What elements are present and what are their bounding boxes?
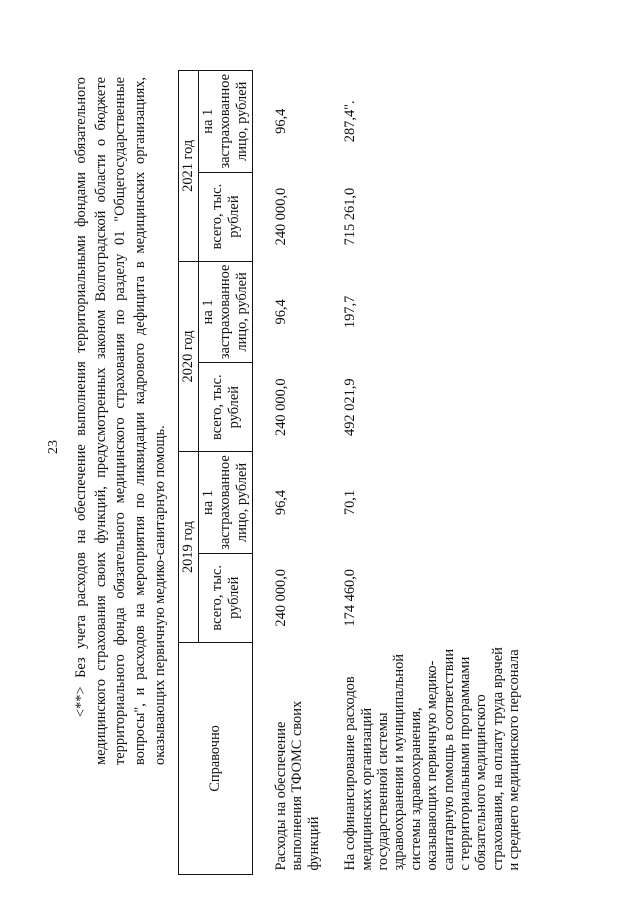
subheader-per-person: на 1 застрахованное лицо, рублей	[199, 261, 253, 363]
subheader-total: всего, тыс. рублей	[199, 363, 253, 452]
subheader-total: всего, тыс. рублей	[199, 172, 253, 261]
cell-value: 197,7	[342, 295, 359, 329]
table-row	[322, 71, 522, 875]
subheader-per-person: на 1 застрахованное лицо, рублей	[199, 71, 253, 173]
page-number: 23	[46, 440, 61, 454]
row-label: Расходы на обеспечение выполнения ТФОМС своих функций	[273, 700, 322, 871]
footnote-paragraph: <**> Без учета расходов на обеспечение выполнения территориальными фондами обязательного медицинского страхования своих функций, предусмотренных законом Волгоградской области о бюджете территориального фонда обязательного медицинского страхования по разделу 01 "Общегосударственные вопросы", и расходов на мероприятия по ликвидации кадрового дефицита в медицинских организациях, оказывающих первичную медико-санитарную помощь.	[73, 77, 168, 765]
cell-value: 240 000,0	[273, 187, 289, 246]
footnote-text	[72, 77, 171, 765]
cell-value: 96,4	[273, 489, 289, 516]
cell-value: 240 000,0	[273, 569, 289, 627]
cell-value: 287,4".	[342, 100, 359, 143]
cell-value: 715 261,0	[342, 187, 359, 246]
cell-value: 492 021,9	[342, 378, 359, 436]
subheader-per-person: на 1 застрахованное лицо, рублей	[199, 452, 253, 554]
row-label: На софинансирование расходов медицинских организаций государственной системы здравоохранения и муниципальной системы здравоохранения, оказывающих первичную медико-санитарную помощь в соответствии с территориальными программами обязательного медицинского страхования, на оплату труда врачей и среднего медицинского персонала	[342, 647, 523, 871]
cell-value: 240 000,0	[273, 378, 289, 436]
cell-value: 96,4	[273, 299, 289, 325]
header-year-2019: 2019 год	[179, 452, 199, 643]
cell-value: 70,1	[342, 489, 359, 516]
cell-value: 174 460,0	[342, 569, 359, 627]
subheader-total: всего, тыс. рублей	[199, 553, 253, 642]
cell-value: 96,4	[273, 108, 289, 134]
header-year-2020: 2020 год	[179, 261, 199, 452]
header-year-2021: 2021 год	[179, 71, 199, 262]
table-row	[253, 71, 323, 875]
header-reference: Справочно	[179, 642, 253, 874]
reference-table	[178, 70, 523, 875]
